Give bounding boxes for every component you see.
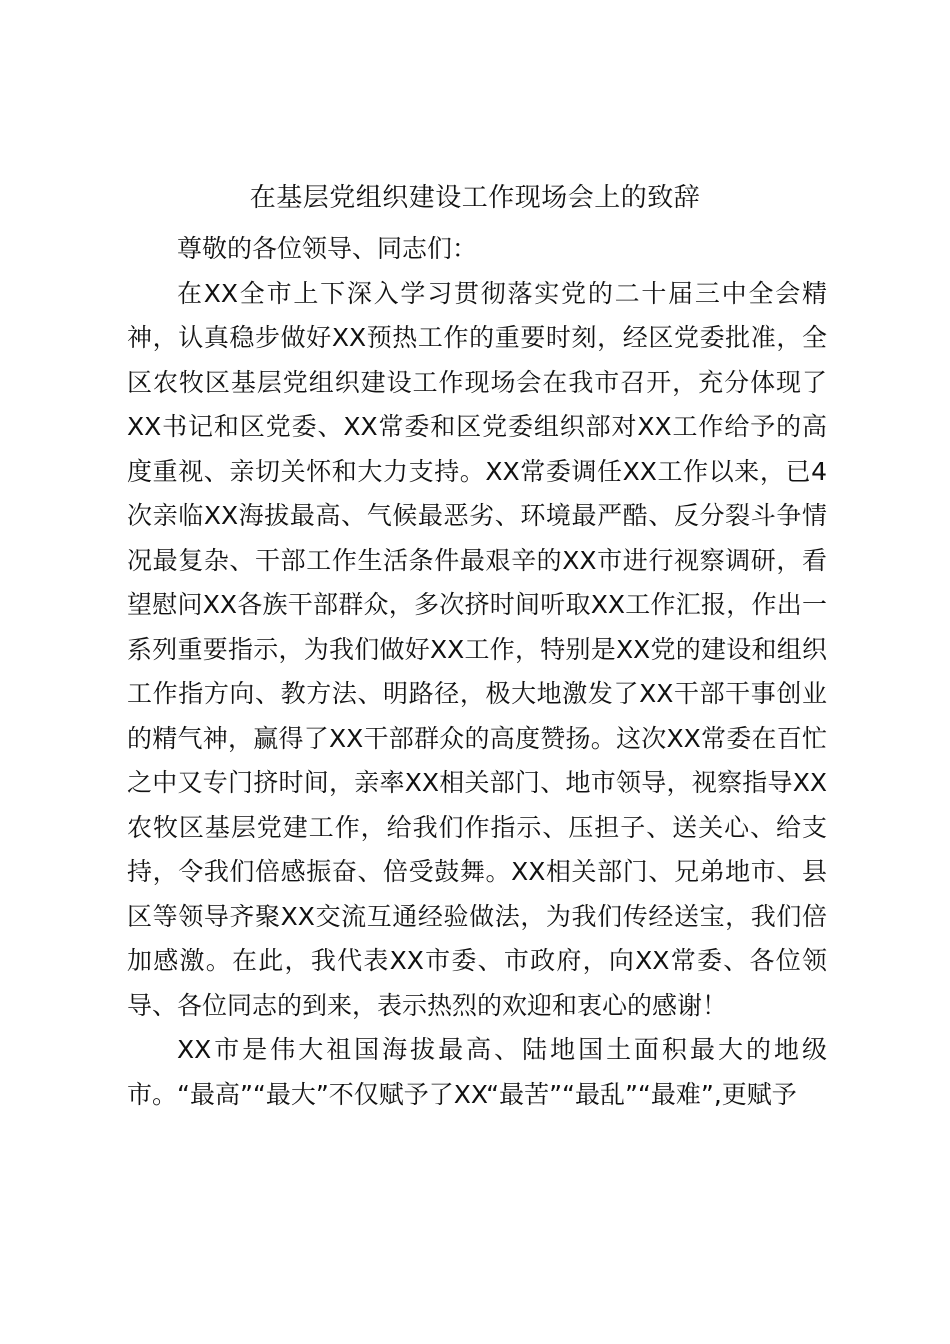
salutation: 尊敬的各位领导、同志们：	[177, 234, 478, 263]
paragraph-1: 在XX全市上下深入学习贯彻落实党的二十届三中全会精神，认真稳步做好XX预热工作的重要时刻，经区党委批准，全区农牧区基层党组织建设工作现场会在我市召开，充分体现了XX书记和区党委、XX常委和区党委组织部对XX工作给予的高度重视、亲切关怀和大力支持。XX常委调任XX工作以来，已4次亲临XX海拔最高、气候最恶劣、环境最严酷、反分裂斗争情况最复杂、干部工作生活条件最艰辛的XX市进行视察调研，看望慰问XX各族干部群众，多次挤时间听取XX工作汇报，作出一系列重要指示，为我们做好XX工作，特别是XX党的建设和组织工作指方向、教方法、明路径，极大地激发了XX干部干事创业的精气神，赢得了XX干部群众的高度赞扬。这次XX常委在百忙之中又专门挤时间，亲率XX相关部门、地市领导，视察指导XX农牧区基层党建工作，给我们作指示、压担子、送关心、给支持，令我们倍感振奋、倍受鼓舞。XX相关部门、兄弟地市、县区等领导齐聚XX交流互通经验做法，为我们传经送宝，我们倍加感激。在此，我代表XX市委、市政府，向XX常委、各位领导、各位同志的到来，表示热烈的欢迎和衷心的感谢！	[127, 278, 827, 1020]
paragraph-2: XX市是伟大祖国海拔最高、陆地国土面积最大的地级市。“最高”“最大”不仅赋予了XX“最苦”“最乱”“最难”,更赋予	[127, 1035, 827, 1109]
document-title: 在基层党组织建设工作现场会上的致辞	[249, 183, 701, 213]
document-body	[127, 227, 827, 1117]
